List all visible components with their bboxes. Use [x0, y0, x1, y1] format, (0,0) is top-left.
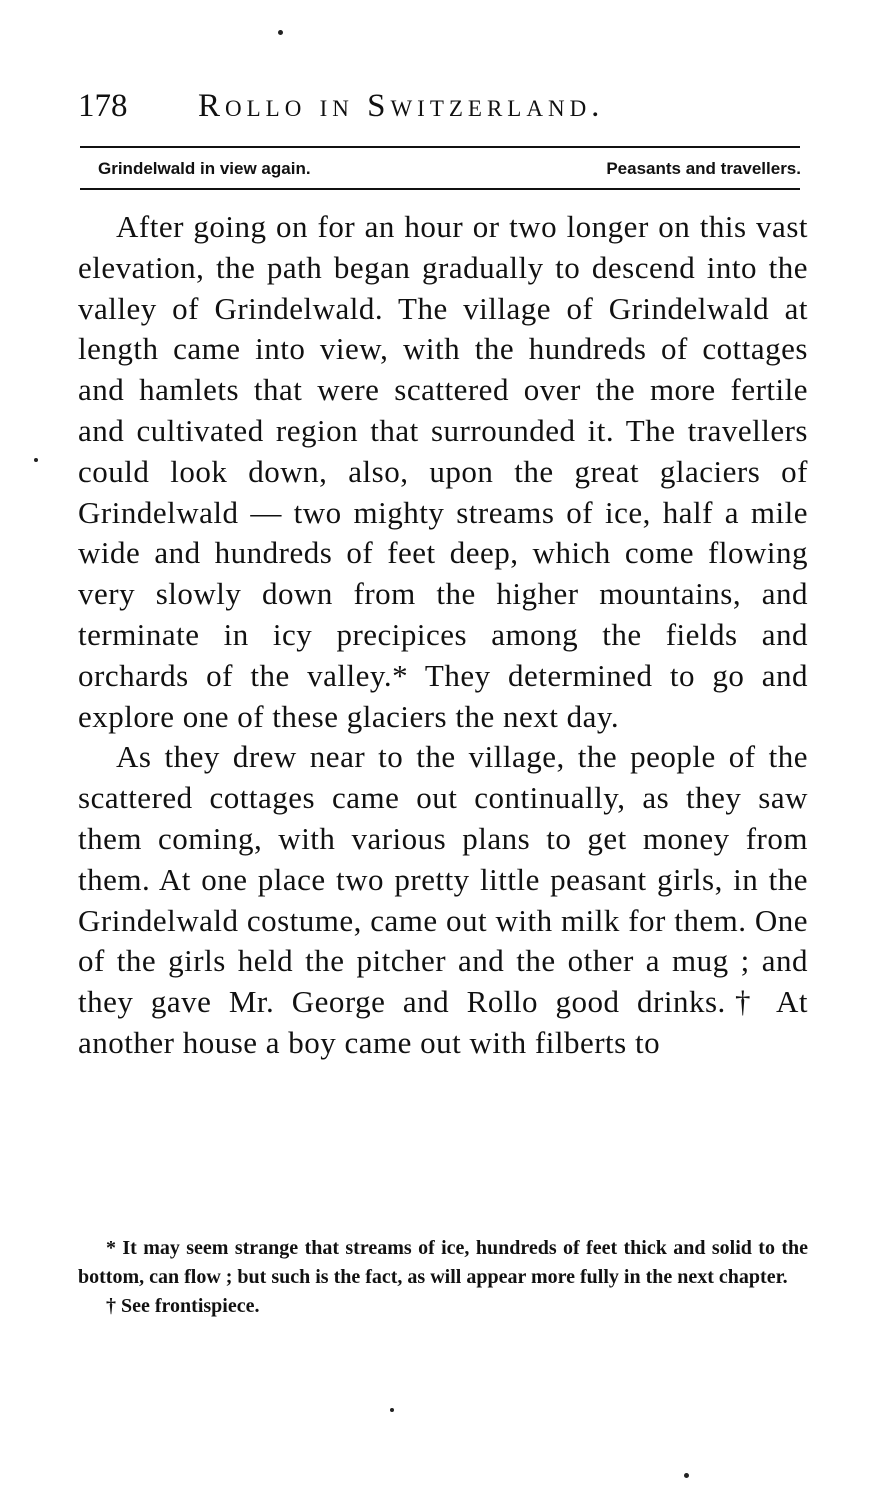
paragraph-2: As they drew near to the village, the people of the scattered cottages came out continually, as they saw them coming, with various plans to get money from them. At one place two pretty little peasant girls, in the Grindelwald costume, came out with milk for them. One of the girls held the pitcher and the other a mug ; and they gave Mr. George and Rollo good drinks.† At another house a boy came out with filberts to: [78, 739, 808, 1060]
header-rule-top: [80, 146, 800, 148]
scan-speck-icon: [684, 1473, 689, 1478]
header-rule-bottom: [80, 188, 800, 190]
subhead-right: Peasants and travellers.: [606, 159, 801, 178]
footnotes: [78, 1234, 808, 1321]
scan-speck-icon: [278, 30, 283, 35]
footnote-1: * It may seem strange that streams of ice, hundreds of feet thick and solid to the bottom, can flow ; but such is the fact, as will appear more fully in the next chapter.: [78, 1237, 808, 1288]
subhead-left: Grindelwald in view again.: [98, 159, 311, 178]
section-subheads: [98, 156, 801, 184]
running-title: Rollo in Switzerland.: [198, 88, 605, 124]
body-text: [78, 207, 808, 1064]
page-header: [78, 86, 808, 130]
paragraph-1: After going on for an hour or two longer on this vast elevation, the path began gradually to descend into the valley of Grindelwald. The village of Grindelwald at length came into view, with the hundreds of cottages and hamlets that were scattered over the more fertile and cultivated region that surrounded it. The travellers could look down, also, upon the great glaciers of Grindelwald — two mighty streams of ice, half a mile wide and hundreds of feet deep, which come flowing very slowly down from the higher mountains, and terminate in icy precipices among the fields and orchards of the valley.* They determined to go and explore one of these glaciers the next day.: [78, 209, 808, 734]
scan-speck-icon: [390, 1408, 394, 1412]
page-number: 178: [78, 88, 128, 124]
footnote-2: † See frontispiece.: [106, 1295, 260, 1317]
scan-speck-icon: [34, 458, 38, 462]
